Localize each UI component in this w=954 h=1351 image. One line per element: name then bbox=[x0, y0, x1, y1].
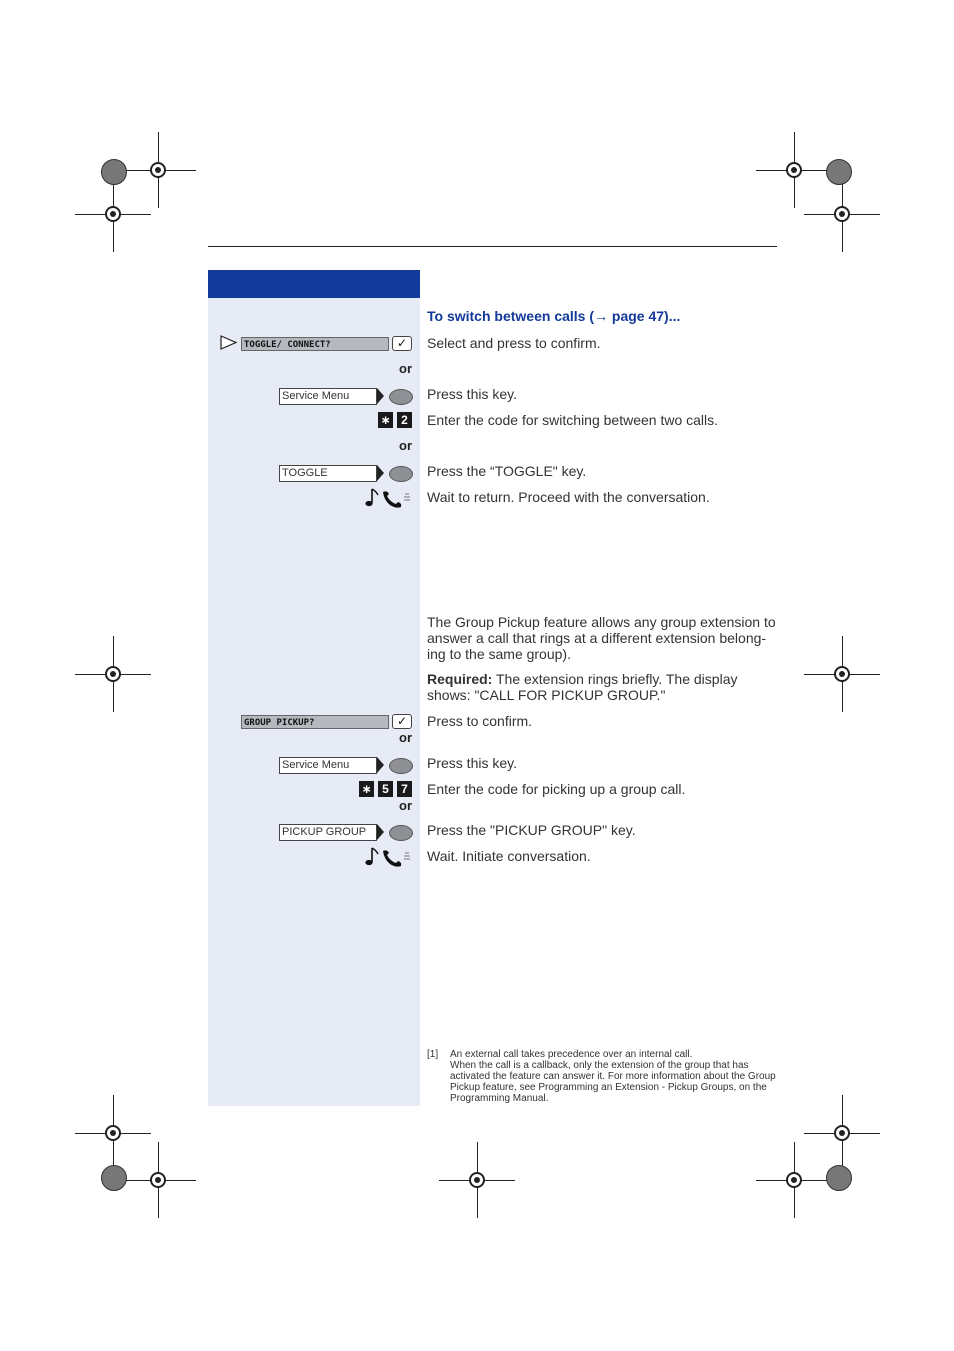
step-text: Wait. Initiate conversation. bbox=[427, 848, 591, 864]
registration-mark-icon bbox=[839, 211, 845, 217]
toggle-key-label[interactable]: TOGGLE bbox=[279, 465, 377, 482]
footnote-line1: An external call takes precedence over an internal call. bbox=[450, 1049, 693, 1060]
registration-disc-icon bbox=[826, 159, 852, 185]
music-note-handset-icon bbox=[363, 846, 413, 868]
registration-mark-icon bbox=[110, 671, 116, 677]
footnote-line2: When the call is a callback, only the extension of the group that has activated the feature can answer it. For more information about the Group Pickup feature, see Programming an Extension - Pickup Groups, on the Programming Manual. bbox=[450, 1060, 776, 1104]
step-text: Press the “TOGGLE" key. bbox=[427, 463, 587, 479]
service-menu-key-button[interactable] bbox=[389, 389, 413, 405]
digit-key-7[interactable]: 7 bbox=[397, 781, 412, 797]
step-text: Select and press to confirm. bbox=[427, 335, 601, 351]
key-indicator-icon bbox=[377, 465, 384, 481]
required-note bbox=[427, 671, 779, 703]
star-key[interactable]: ∗ bbox=[378, 412, 393, 428]
service-menu-key-label[interactable]: Service Menu bbox=[279, 388, 377, 405]
footnote-marker: [1] bbox=[427, 1049, 439, 1060]
registration-mark-icon bbox=[155, 167, 161, 173]
service-menu-key-button[interactable] bbox=[389, 758, 413, 774]
or-label: or bbox=[399, 438, 412, 453]
checkmark-icon[interactable]: ✓ bbox=[392, 714, 412, 729]
step-text: Press this key. bbox=[427, 386, 517, 402]
music-note-handset-icon bbox=[363, 487, 413, 509]
required-text: The extension rings briefly. The display shows: "CALL FOR PICKUP GROUP." bbox=[427, 671, 738, 703]
step-text: Enter the code for switching between two calls. bbox=[427, 412, 719, 428]
registration-disc-icon bbox=[101, 1165, 127, 1191]
registration-mark-icon bbox=[155, 1177, 161, 1183]
sidebar-header-bar bbox=[208, 270, 420, 298]
display-option-toggle-connect[interactable]: TOGGLE/ CONNECT? bbox=[241, 337, 389, 351]
digit-key-2[interactable]: 2 bbox=[397, 412, 412, 428]
required-label: Required: bbox=[427, 671, 493, 687]
group-pickup-intro: The Group Pickup feature allows any group extension to answer a call that rings at a different extension belong-ing to the same group). bbox=[427, 614, 776, 662]
header-rule bbox=[208, 246, 777, 247]
registration-mark-icon bbox=[474, 1177, 480, 1183]
arrow-right-icon bbox=[219, 335, 239, 350]
toggle-key-button[interactable] bbox=[389, 466, 413, 482]
checkmark-icon[interactable]: ✓ bbox=[392, 336, 412, 351]
step-text: Enter the code for picking up a group call. bbox=[427, 781, 686, 797]
registration-disc-icon bbox=[826, 1165, 852, 1191]
or-label: or bbox=[399, 798, 412, 813]
star-key[interactable]: ∗ bbox=[359, 781, 374, 797]
key-indicator-icon bbox=[377, 824, 384, 840]
registration-mark-icon bbox=[110, 1130, 116, 1136]
registration-mark-icon bbox=[839, 1130, 845, 1136]
step-text: Press the "PICKUP GROUP" key. bbox=[427, 822, 636, 838]
registration-disc-icon bbox=[101, 159, 127, 185]
pickup-group-key-button[interactable] bbox=[389, 825, 413, 841]
step-text: Press this key. bbox=[427, 755, 517, 771]
display-option-group-pickup[interactable]: GROUP PICKUP? bbox=[241, 715, 389, 729]
or-label: or bbox=[399, 730, 412, 745]
registration-mark-icon bbox=[791, 1177, 797, 1183]
section-heading-switch-calls: To switch between calls (→ page 47)... bbox=[427, 308, 681, 324]
key-indicator-icon bbox=[377, 757, 384, 773]
registration-mark-icon bbox=[839, 671, 845, 677]
service-menu-key-label[interactable]: Service Menu bbox=[279, 757, 377, 774]
digit-key-5[interactable]: 5 bbox=[378, 781, 393, 797]
pickup-group-key-label[interactable]: PICKUP GROUP bbox=[279, 824, 377, 841]
registration-mark-icon bbox=[791, 167, 797, 173]
step-text: Wait to return. Proceed with the conversation. bbox=[427, 489, 710, 505]
registration-mark-icon bbox=[110, 211, 116, 217]
step-text: Press to confirm. bbox=[427, 713, 533, 729]
or-label: or bbox=[399, 361, 412, 376]
key-indicator-icon bbox=[377, 388, 384, 404]
